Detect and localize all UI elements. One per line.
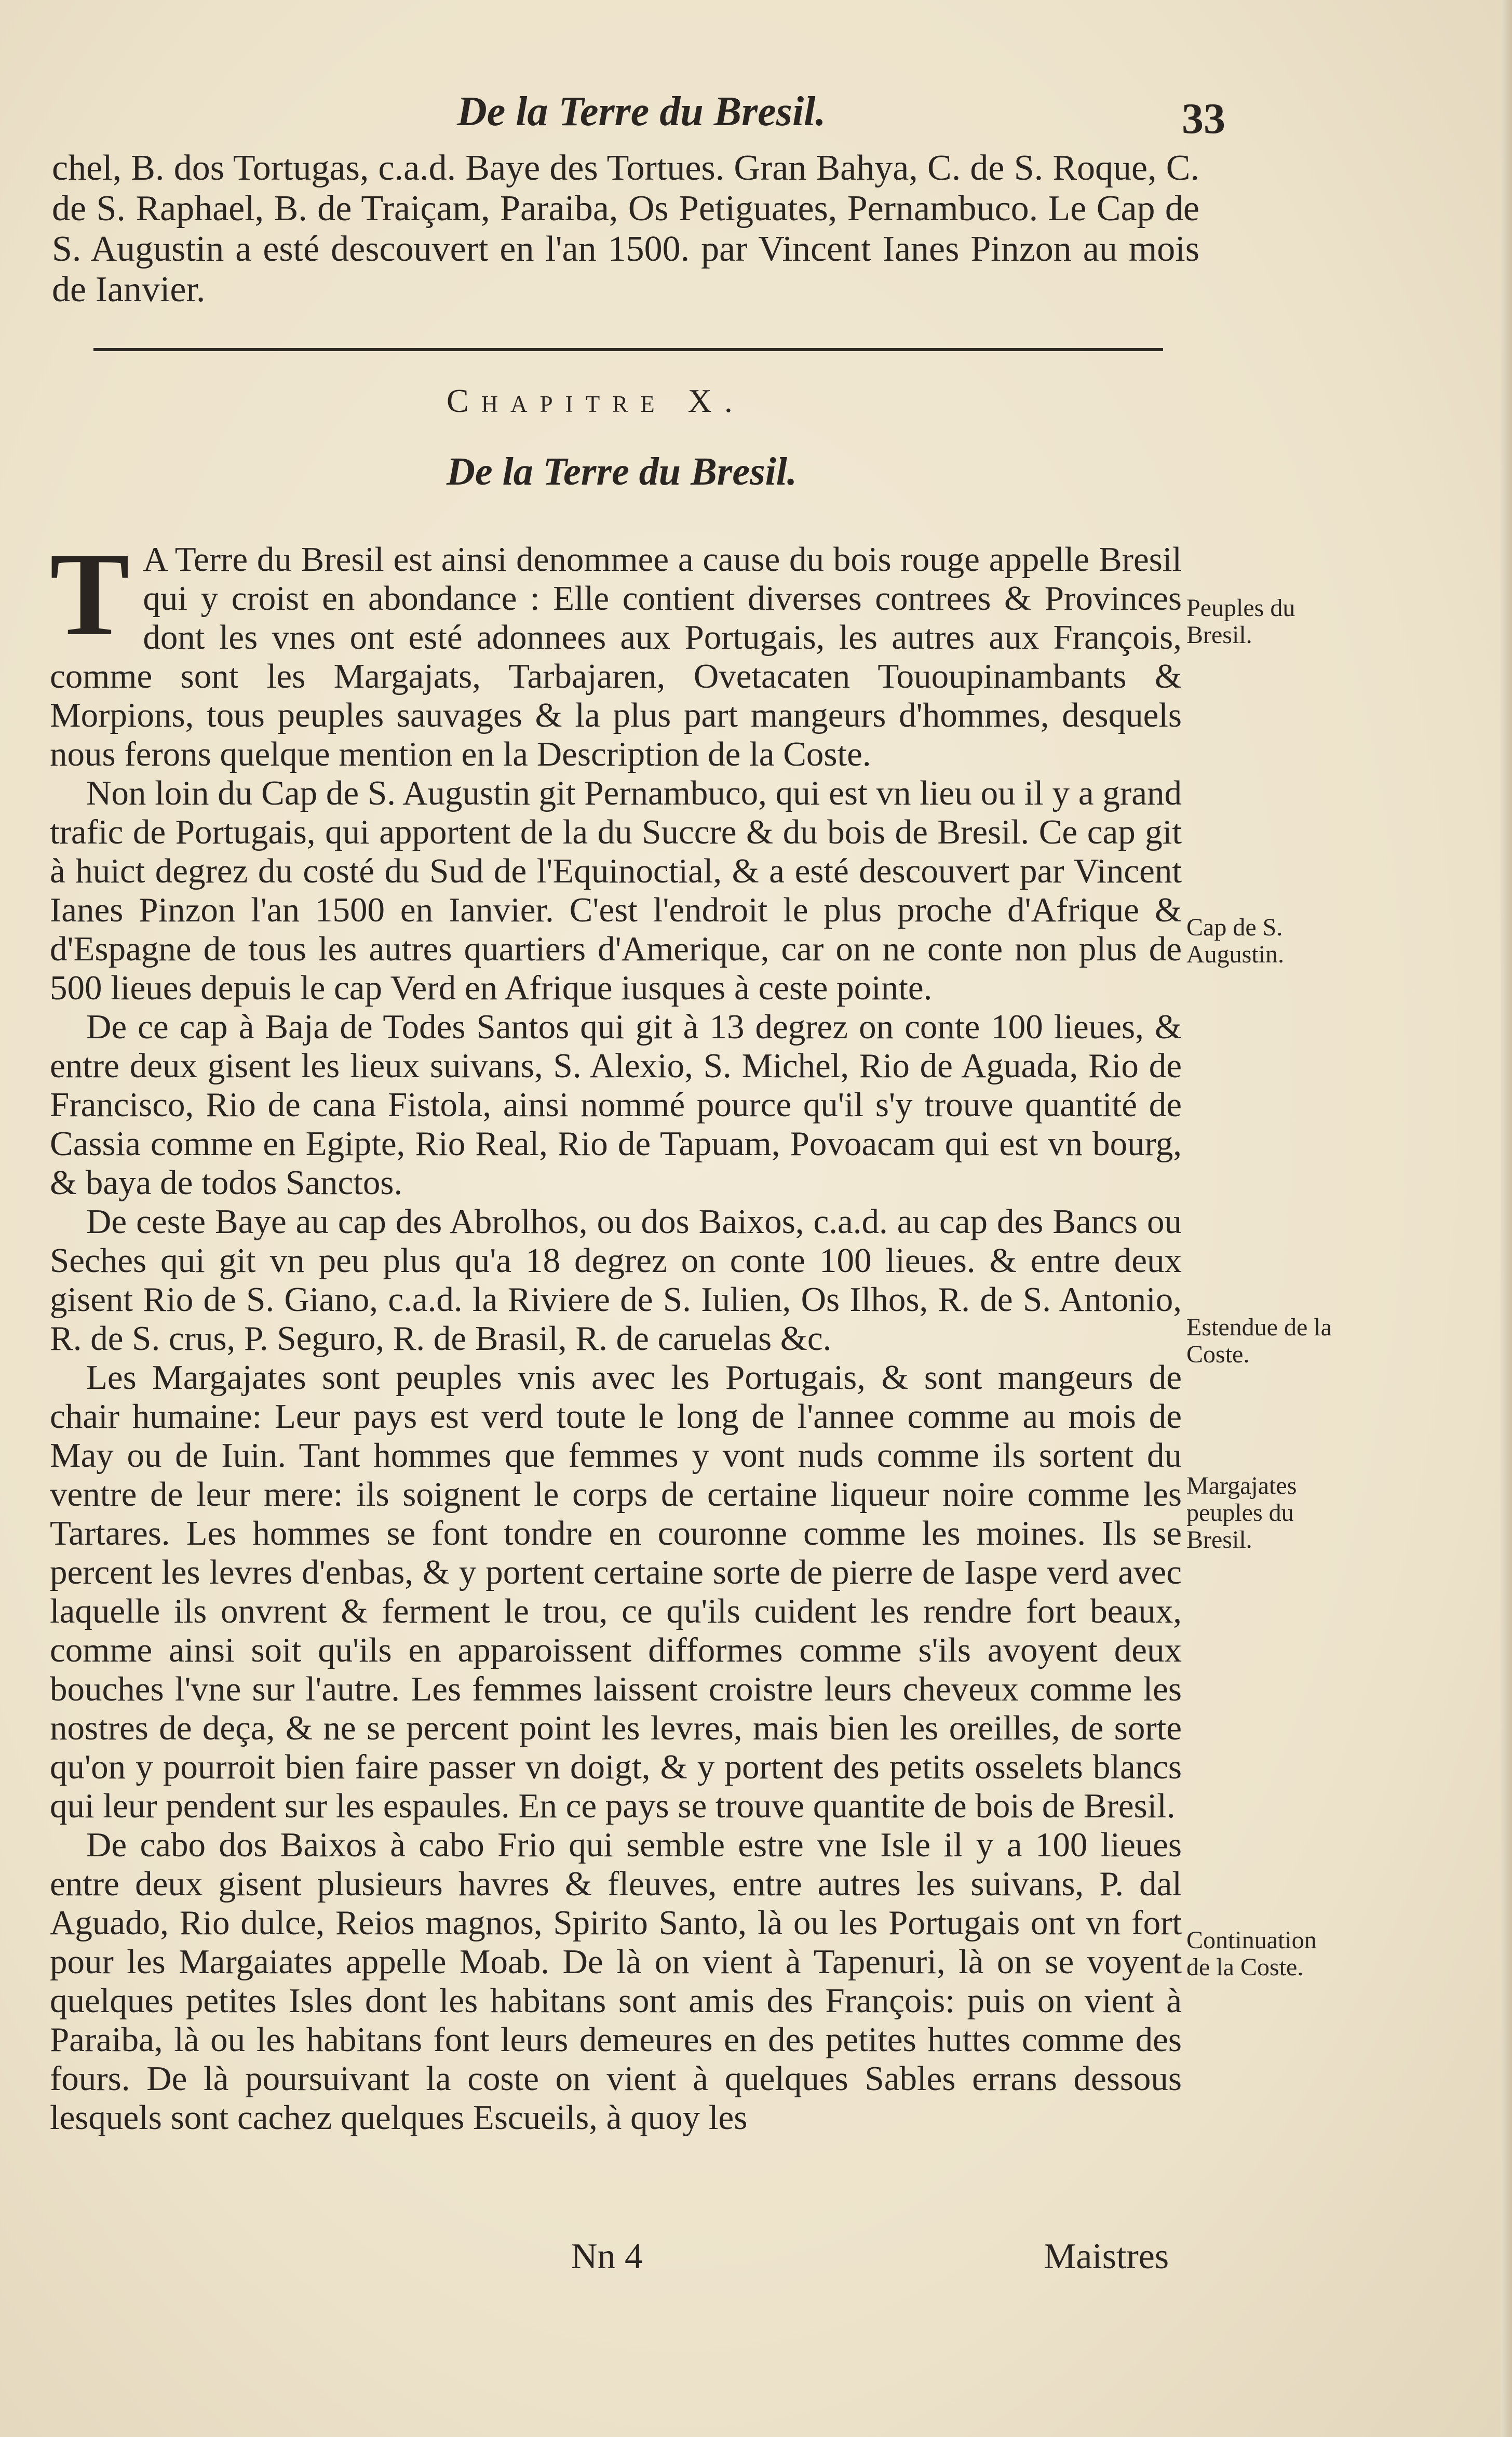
margin-note-peuples: Peuples du Bresil. bbox=[1186, 594, 1295, 649]
signature-mark: Nn 4 bbox=[571, 2237, 643, 2277]
section-divider bbox=[93, 348, 1163, 351]
margin-note-estendue: Estendue de la Coste. bbox=[1186, 1314, 1332, 1368]
paragraph-6: De cabo dos Baixos à cabo Frio qui semble estre vne Isle il y a 100 lieues entre deux gisent plusieurs havres & fleuves, entre autres les suivans, P. dal Aguado, Rio dulce, Reios magnos, Spirito Santo, là ou les Portugais ont vn fort pour les Margaiates appelle Moab. De là on vient à Tapenuri, là on se voyent quelques petites Isles dont les habitans sont amis des François: puis on vient à Paraiba, là ou les habitans font leurs demeures en des petites huttes comme des fours. De là poursuivant la coste on vient à quelques Sables errans dessous lesquels sont cachez quelques Escueils, à quoy les bbox=[50, 1826, 1182, 2137]
margin-note-cap: Cap de S. Augustin. bbox=[1186, 914, 1285, 968]
margin-note-margajates: Margajates peuples du Bresil. bbox=[1186, 1472, 1297, 1554]
catchword: Maistres bbox=[1044, 2237, 1169, 2277]
paragraph-1-text: A Terre du Bresil est ainsi denommee a cause du bois rouge appelle Bresil qui y croist en abondance : Elle contient diverses contrees & Provinces dont les vnes ont esté adonnees aux Portugais, les autres aux François, comme sont les Margajats, Tarbajaren, Ovetacaten Tououpinambants & Morpions, tous peuples sauvages & la plus part mangeurs d'hommes, desquels nous ferons quelque mention en la Description de la Coste. bbox=[50, 540, 1182, 773]
margin-note-continuation: Continuation de la Coste. bbox=[1186, 1926, 1317, 1981]
paragraph-3: De ce cap à Baja de Todes Santos qui git à 13 degrez on conte 100 lieues, & entre deux gisent les lieux suivans, S. Alexio, S. Michel, Rio de Aguada, Rio de Francisco, Rio de cana Fistola, ainsi nommé pource qu'il s'y trouve quantité de Cassia comme en Egipte, Rio Real, Rio de Tapuam, Povoacam qui est vn bourg, & baya de todos Sanctos. bbox=[50, 1008, 1182, 1202]
paragraph-2: Non loin du Cap de S. Augustin git Pernambuco, qui est vn lieu ou il y a grand trafic de Portugais, qui apportent de la du Succre & du bois de Bresil. Ce cap git à huict degrez du costé du Sud de l'Equinoctial, & a esté descouvert par Vincent Ianes Pinzon l'an 1500 en Ianvier. C'est l'endroit le plus proche d'Afrique & d'Espagne de tous les autres quartiers d'Amerique, car on ne conte non plus de 500 lieues depuis le cap Verd en Afrique iusques à ceste pointe. bbox=[50, 774, 1182, 1007]
running-title: De la Terre du Bresil. bbox=[457, 89, 826, 135]
paragraph-1 bbox=[50, 528, 1182, 774]
paragraph-5: Les Margajates sont peuples vnis avec les Portugais, & sont mangeurs de chair humaine: Leur pays est verd toute le long de l'annee comme au mois de May ou de Iuin. Tant hommes que femmes y vont nuds comme ils sortent du ventre de leur mere: ils soignent le corps de certaine liqueur noire comme les Tartares. Les hommes se font tondre en couronne comme les moines. Ils se percent les levres d'enbas, & y portent certaine sorte de pierre de Iaspe verd avec laquelle ils onvrent & ferment le trou, ce qu'ils cuident les rendre fort beaux, comme ainsi soit qu'ils en apparoissent difformes comme s'ils avoyent deux bouches l'vne sur l'autre. Les femmes laissent croistre leurs cheveux comme les nostres de deça, & ne se percent point les levres, mais bien les oreilles, de sorte qu'on y pourroit bien faire passer vn doigt, & y portent des petits osselets blancs qui leur pendent sur les espaules. En ce pays se trouve quantite de bois de Bresil. bbox=[50, 1358, 1182, 1825]
page-number: 33 bbox=[1182, 95, 1225, 143]
paragraph-4: De ceste Baye au cap des Abrolhos, ou dos Baixos, c.a.d. au cap des Bancs ou Seches qui git vn peu plus qu'a 18 degrez on conte 100 lieues. & entre deux gisent Rio de S. Giano, c.a.d. la Riviere de S. Iulien, Os Ilhos, R. de S. Antonio, R. de S. crus, P. Seguro, R. de Brasil, R. de caruelas &c. bbox=[50, 1202, 1182, 1358]
page-edge-shadow bbox=[1501, 0, 1512, 2437]
drop-cap: T bbox=[50, 528, 130, 660]
chapter-heading: Chapitre X. bbox=[447, 382, 745, 419]
page-header bbox=[457, 88, 1225, 145]
continued-paragraph: chel, B. dos Tortugas, c.a.d. Baye des Tortues. Gran Bahya, C. de S. Roque, C. de S. Raphael, B. de Traiçam, Paraiba, Os Petiguates, Pernambuco. Le Cap de S. Augustin a esté descouvert en l'an 1500. par Vincent Ianes Pinzon au mois de Ianvier. bbox=[52, 148, 1199, 310]
chapter-subtitle: De la Terre du Bresil. bbox=[447, 450, 797, 493]
chapter-body bbox=[50, 528, 1182, 2137]
